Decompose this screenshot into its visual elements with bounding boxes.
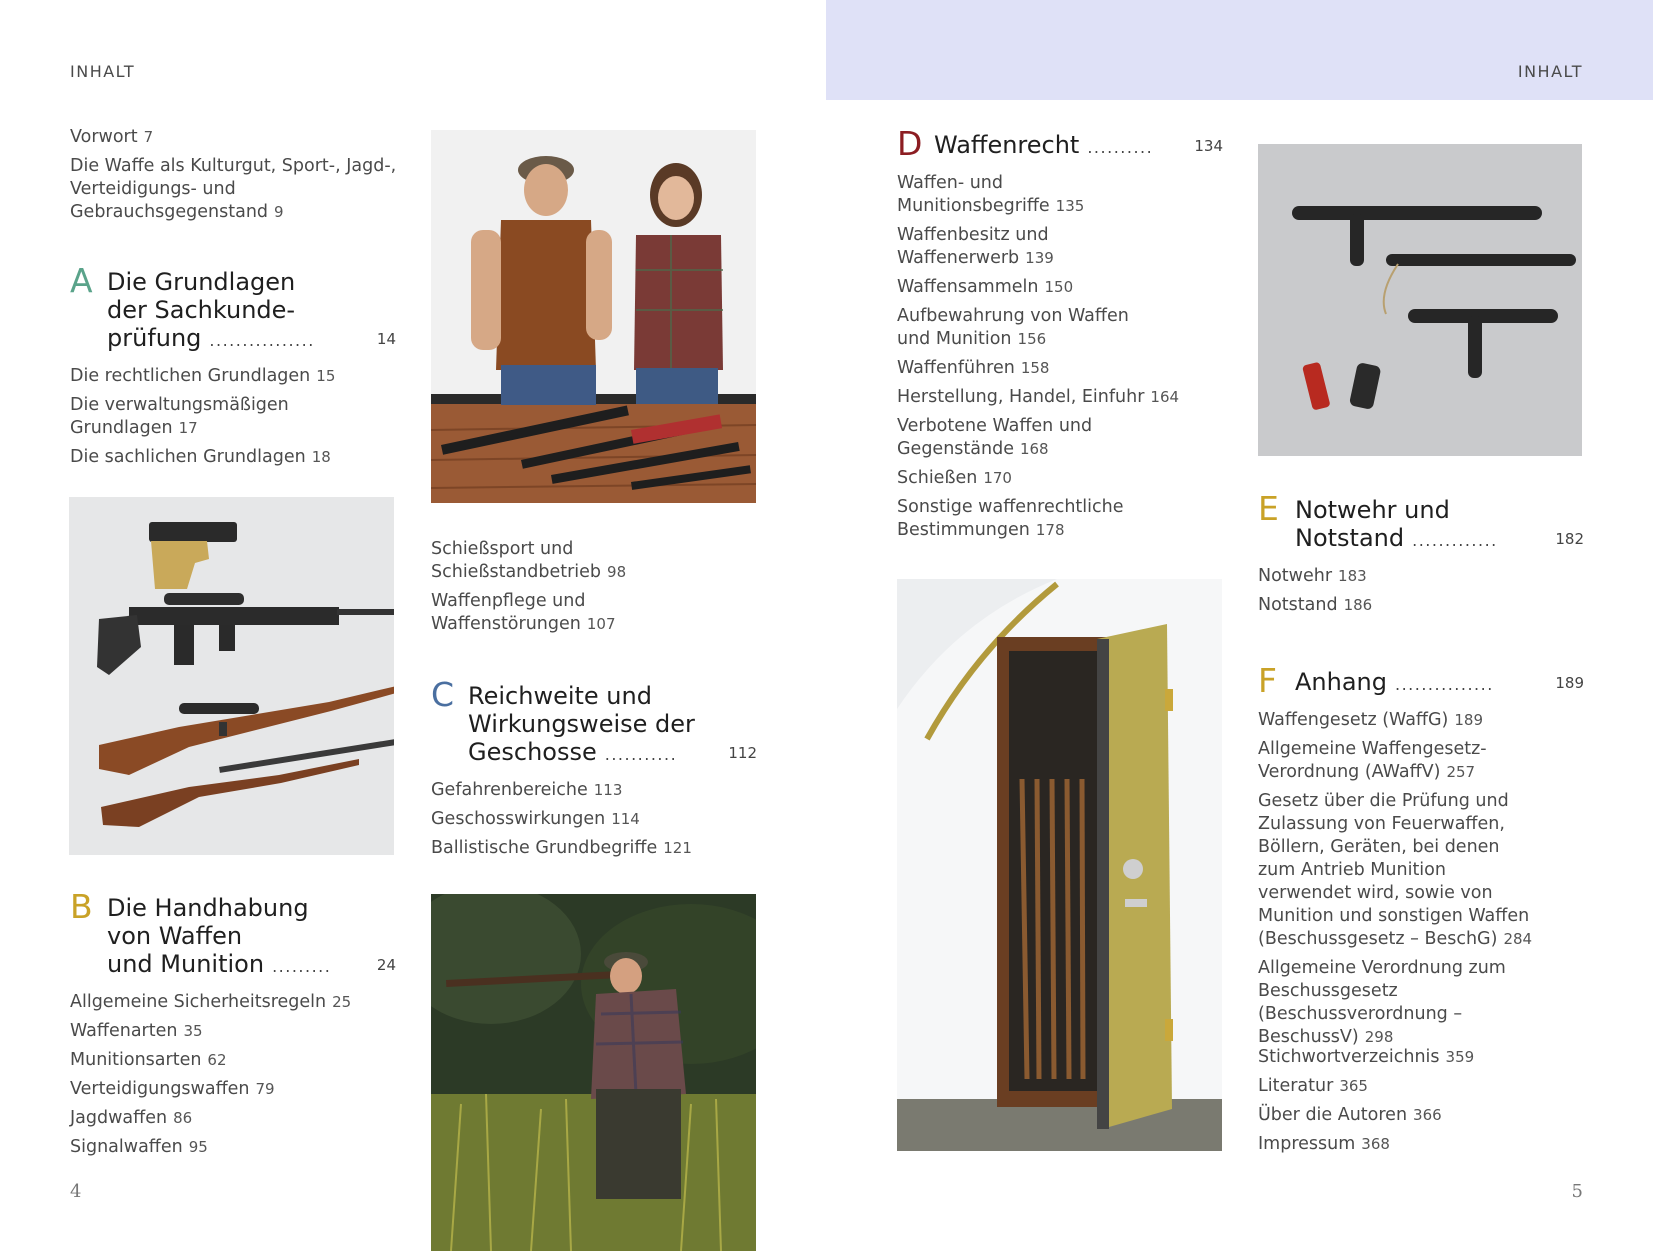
section-page: 24 [376,956,396,974]
running-head-left: INHALT [70,62,136,81]
entry-page: 168 [1019,440,1049,458]
toc-entry[interactable] [897,276,1157,299]
section-page: 14 [376,330,396,348]
entry-title: Waffengesetz (WaffG) [1258,710,1449,730]
toc-entry[interactable] [431,590,721,636]
title-line: und Munition [107,950,265,978]
right-page [826,0,1653,1251]
entry-page: 9 [274,203,284,221]
batons-photo [1258,144,1582,456]
toc-entry[interactable] [1258,1104,1558,1127]
entry-page: 257 [1446,763,1476,781]
entry-title: Allgemeine Waffengesetz-Verordnung (AWaffV) [1258,739,1487,782]
toc-entry[interactable] [897,496,1137,542]
title-line: Waffenrecht [934,131,1080,159]
toc-entry[interactable] [431,808,757,831]
toc-entry[interactable] [70,1136,396,1159]
entry-page: 18 [311,448,331,466]
entry-title: Stichwortverzeichnis [1258,1047,1440,1067]
section-d [897,124,1223,548]
entry-page: 17 [178,419,198,437]
hunter-photo [431,894,756,1251]
gun-safe-photo [897,579,1222,1151]
running-head-right: INHALT [1517,62,1583,81]
section-entries [70,365,396,469]
entry-page: 35 [183,1022,203,1040]
toc-entry[interactable] [70,1107,396,1130]
toc-entry[interactable] [70,1078,396,1101]
leader-dots: ............... [1395,675,1494,694]
entry-page: 365 [1339,1077,1368,1095]
section-title[interactable] [107,268,396,355]
entry-page: 107 [586,615,616,633]
entry-page: 7 [143,128,154,146]
entry-page: 284 [1503,930,1533,948]
toc-entry[interactable] [897,357,1157,380]
section-letter: C [431,675,455,714]
title-line: Die Handhabung [107,894,309,922]
entry-page: 183 [1338,567,1367,585]
leader-dots: ......... [272,957,332,976]
toc-entry[interactable] [70,1049,396,1072]
section-page: 182 [1555,530,1584,548]
entry-title: Waffenbesitz und Waffenerwerb [897,225,1049,268]
toc-entry[interactable] [70,126,400,149]
entry-title: Geschosswirkungen [431,809,606,829]
title-line: Geschosse [468,738,597,766]
entry-page: 121 [663,839,692,857]
title-line: der Sachkunde- [107,296,296,324]
entry-title: Literatur [1258,1076,1334,1096]
entry-title: Signalwaffen [70,1137,183,1157]
title-line: Notwehr und [1295,496,1450,524]
section-title[interactable] [1295,668,1584,699]
entry-page: 178 [1035,521,1065,539]
toc-entry[interactable] [431,779,757,802]
section-page: 134 [1194,137,1223,155]
entry-page: 189 [1454,711,1484,729]
section-c [431,675,757,866]
section-entries [1258,565,1584,617]
entry-title: Aufbewahrung von Waffen und Munition [897,306,1129,349]
entry-page: 170 [983,469,1012,487]
entry-page: 156 [1017,330,1047,348]
toc-entry[interactable] [1258,738,1498,784]
entry-title: Gefahrenbereiche [431,780,588,800]
toc-entry[interactable] [897,415,1097,461]
entry-page: 86 [173,1109,193,1127]
entry-title: Notwehr [1258,566,1333,586]
toc-entry[interactable] [897,467,1157,490]
weapons-photo [69,497,394,855]
section-a [70,261,396,475]
toc-entry[interactable] [70,991,396,1014]
entry-title: Waffensammeln [897,277,1039,297]
section-entries [70,991,396,1159]
entry-title: Die rechtlichen Grundlagen [70,366,311,386]
entry-page: 368 [1361,1135,1390,1153]
section-title[interactable] [1295,496,1584,555]
section-letter: F [1258,661,1277,700]
page-number-right: 5 [1571,1181,1583,1202]
entry-page: 139 [1025,249,1054,267]
title-line: Reichweite und [468,682,652,710]
section-letter: A [70,261,93,300]
entry-page: 359 [1445,1048,1475,1066]
section-title[interactable] [107,894,396,981]
section-letter: D [897,124,923,163]
toc-entry[interactable] [1258,594,1584,617]
entry-title: Schießsport und Schießstandbetrieb [431,539,602,582]
entry-title: Herstellung, Handel, Einfuhr [897,387,1145,407]
section-entries [431,779,757,860]
entry-title: Allgemeine Sicherheitsregeln [70,992,327,1012]
section-title[interactable] [468,682,757,769]
title-line: Die Grundlagen [107,268,296,296]
toc-entry[interactable] [70,446,396,469]
entry-title: Waffenführen [897,358,1015,378]
section-entries [1258,709,1584,1049]
entry-page: 298 [1364,1028,1394,1046]
leader-dots: .......... [1087,138,1154,157]
entry-title: Waffen- und Munitionsbegriffe [897,173,1050,216]
title-line: von Waffen [107,922,243,950]
entry-title: Munitionsarten [70,1050,202,1070]
title-line: prüfung [107,324,202,352]
entry-page: 186 [1343,596,1373,614]
entry-page: 113 [593,781,623,799]
section-page: 112 [728,744,757,762]
entry-title: Die verwaltungsmäßigen Grundlagen [70,395,289,438]
section-entries [897,172,1180,542]
title-line: Anhang [1295,668,1387,696]
entry-page: 164 [1150,388,1180,406]
toc-entry[interactable] [897,386,1227,409]
back-matter-entries [1258,1046,1558,1162]
entry-page: 79 [255,1080,275,1098]
entry-page: 15 [316,367,336,385]
toc-entry[interactable] [1258,1075,1558,1098]
toc-entry[interactable] [70,155,400,224]
toc-entry[interactable] [897,172,1085,218]
toc-entry[interactable] [1258,957,1518,1049]
entry-page: 114 [611,810,640,828]
entry-title: Die sachlichen Grundlagen [70,447,306,467]
toc-entry[interactable] [70,365,396,388]
toc-entry[interactable] [897,305,1137,351]
toc-entry[interactable] [1258,709,1584,732]
toc-entry[interactable] [431,837,757,860]
entry-title: Jagdwaffen [70,1108,168,1128]
header-band [826,0,1653,100]
entry-title: Impressum [1258,1134,1356,1154]
entry-title: Allgemeine Verordnung zum Beschussgesetz (Beschussverordnung – BeschussV) [1258,958,1506,1047]
entry-title: Waffenpflege und Waffenstörungen [431,591,586,634]
toc-entry[interactable] [70,394,330,440]
entry-page: 25 [332,993,352,1011]
toc-entry[interactable] [1258,565,1584,588]
section-e [1258,489,1584,623]
toc-entry[interactable] [1258,1133,1558,1156]
entry-page: 366 [1413,1106,1442,1124]
entry-page: 98 [607,563,627,581]
entry-title: Verbotene Waffen und Gegenstände [897,416,1093,459]
intro-entries [70,126,400,230]
section-letter: B [70,887,93,926]
title-line: Notstand [1295,524,1405,552]
entry-title: Gesetz über die Prüfung und Zulassung von Feuerwaffen, Böllern, Geräten, bei denen zum Antrieb Munition verwendet wird, sowie von Munition und sonstigen Waffen (Beschussgesetz – BeschG) [1258,791,1530,949]
entry-title: Notstand [1258,595,1338,615]
entry-page: 150 [1044,278,1074,296]
entry-title: Schießen [897,468,978,488]
leader-dots: ........... [604,745,678,764]
section-page: 189 [1555,674,1584,692]
entry-title: Vorwort [70,127,138,147]
title-line: Wirkungsweise der [468,710,695,738]
entry-title: Ballistische Grundbegriffe [431,838,658,858]
section-b [70,887,396,1165]
toc-entry[interactable] [70,1020,396,1043]
section-f [1258,661,1584,1055]
entry-page: 158 [1020,359,1050,377]
toc-entry[interactable] [1258,1046,1558,1069]
toc-entry[interactable] [1258,790,1533,951]
entry-page: 135 [1055,197,1085,215]
leader-dots: ............. [1412,531,1498,550]
section-letter: E [1258,489,1279,528]
b-continued-entries [431,538,721,642]
entry-page: 95 [188,1138,208,1156]
page-number-left: 4 [70,1181,82,1202]
toc-entry[interactable] [431,538,721,584]
section-title[interactable] [934,131,1223,162]
toc-entry[interactable] [897,224,1077,270]
left-page [0,0,826,1251]
entry-title: Sonstige waffenrechtliche Bestimmungen [897,497,1124,540]
entry-page: 62 [207,1051,227,1069]
leader-dots: ................ [209,331,315,350]
entry-title: Die Waffe als Kulturgut, Sport-, Jagd-, Verteidigungs- und Gebrauchsgegenstand [70,156,397,222]
entry-title: Waffenarten [70,1021,178,1041]
entry-title: Verteidigungswaffen [70,1079,250,1099]
entry-title: Über die Autoren [1258,1105,1408,1125]
instructors-photo [431,130,756,503]
